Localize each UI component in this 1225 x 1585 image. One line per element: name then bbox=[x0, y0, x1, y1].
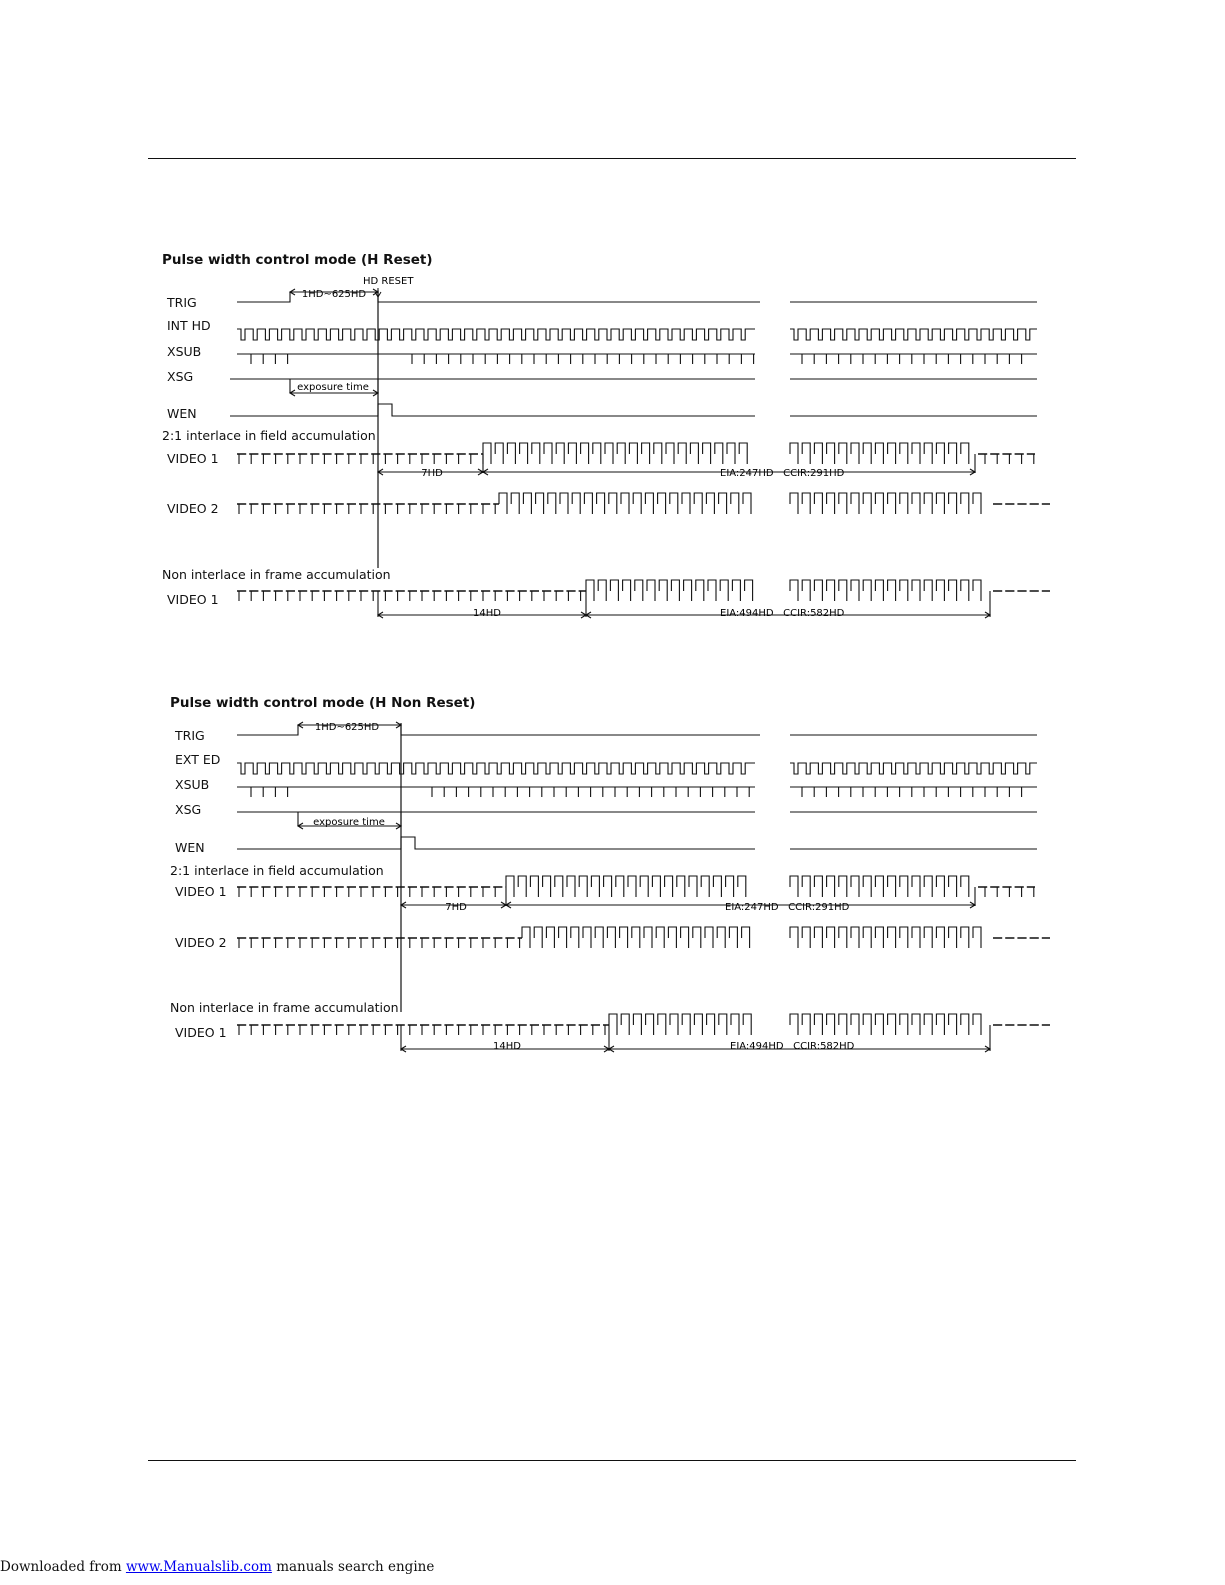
field-delay-label: 7HD bbox=[421, 468, 443, 479]
xsub-pulses bbox=[251, 787, 288, 797]
footer-rule bbox=[148, 1460, 1076, 1461]
section-label-frame: Non interlace in frame accumulation bbox=[162, 567, 391, 582]
field-read-label: EIA:247HD CCIR:291HD bbox=[720, 468, 845, 479]
video-sync-pulses bbox=[798, 1025, 981, 1035]
field-read-label: EIA:247HD CCIR:291HD bbox=[725, 902, 850, 913]
diagram-title: Pulse width control mode (H Non Reset) bbox=[170, 695, 476, 711]
video-sync-pulses bbox=[617, 1025, 751, 1035]
trig-width-label: 1HD~625HD bbox=[314, 722, 380, 733]
signal-label-wen: WEN bbox=[175, 840, 205, 855]
video-sync-pulses bbox=[514, 887, 746, 897]
hd-reset-label: HD RESET bbox=[363, 276, 414, 287]
video-sync-pulses bbox=[985, 887, 1034, 897]
section-label-frame: Non interlace in frame accumulation bbox=[170, 1000, 399, 1015]
wen-waveform bbox=[237, 837, 755, 849]
signal-label-trig: TRIG bbox=[175, 728, 205, 743]
video-data-pulses bbox=[522, 927, 750, 938]
xsub-pulses bbox=[802, 787, 1022, 797]
signal-label-trig: TRIG bbox=[167, 295, 197, 310]
video-data-pulses bbox=[790, 1014, 981, 1025]
frame-delay-label: 14HD bbox=[493, 1041, 521, 1052]
signal-label-ext-ed: EXT ED bbox=[175, 752, 221, 767]
video-data-pulses bbox=[609, 1014, 751, 1025]
manualslib-link[interactable]: www.Manualslib.com bbox=[125, 1559, 272, 1575]
video-sync-pulses bbox=[798, 938, 981, 948]
trig-width-label: 1HD~625HD bbox=[301, 289, 367, 300]
video-data-pulses bbox=[790, 927, 981, 938]
signal-label-video1-frame: VIDEO 1 bbox=[175, 1025, 227, 1040]
video-sync-pulses bbox=[239, 938, 520, 948]
frame-read-label: EIA:494HD CCIR:582HD bbox=[730, 1041, 855, 1052]
signal-label-int-hd: INT HD bbox=[167, 318, 211, 333]
footer-text bbox=[0, 1559, 434, 1575]
signal-label-xsg: XSG bbox=[167, 369, 194, 384]
exposure-time-label: exposure time bbox=[297, 382, 369, 393]
field-delay-label: 7HD bbox=[445, 902, 467, 913]
xsub-pulses bbox=[432, 787, 749, 797]
video-sync-pulses bbox=[530, 938, 750, 948]
signal-label-video1-field: VIDEO 1 bbox=[175, 884, 227, 899]
signal-label-xsub: XSUB bbox=[167, 344, 202, 359]
video-data-pulses bbox=[506, 876, 746, 887]
section-label-field: 2:1 interlace in field accumulation bbox=[162, 428, 376, 443]
frame-read-label: EIA:494HD CCIR:582HD bbox=[720, 608, 845, 619]
signal-label-video2-field: VIDEO 2 bbox=[167, 501, 219, 516]
section-label-field: 2:1 interlace in field accumulation bbox=[170, 863, 384, 878]
signal-label-video1-field: VIDEO 1 bbox=[167, 451, 219, 466]
exposure-time-label: exposure time bbox=[313, 817, 385, 828]
clock-pulse-train bbox=[790, 763, 1037, 774]
clock-pulse-train bbox=[237, 763, 755, 774]
signal-label-xsg: XSG bbox=[175, 802, 202, 817]
frame-delay-label: 14HD bbox=[473, 608, 501, 619]
video-data-pulses bbox=[790, 876, 969, 887]
signal-label-xsub: XSUB bbox=[175, 777, 210, 792]
signal-label-video1-frame: VIDEO 1 bbox=[167, 592, 219, 607]
video-sync-pulses bbox=[239, 1025, 605, 1035]
video-sync-pulses bbox=[798, 887, 969, 897]
signal-label-wen: WEN bbox=[167, 406, 197, 421]
signal-label-video2-field: VIDEO 2 bbox=[175, 935, 227, 950]
video-sync-pulses bbox=[239, 887, 495, 897]
footer-prefix: Downloaded from bbox=[0, 1559, 126, 1575]
footer-suffix: manuals search engine bbox=[271, 1559, 435, 1575]
diagram-title: Pulse width control mode (H Reset) bbox=[162, 252, 433, 268]
